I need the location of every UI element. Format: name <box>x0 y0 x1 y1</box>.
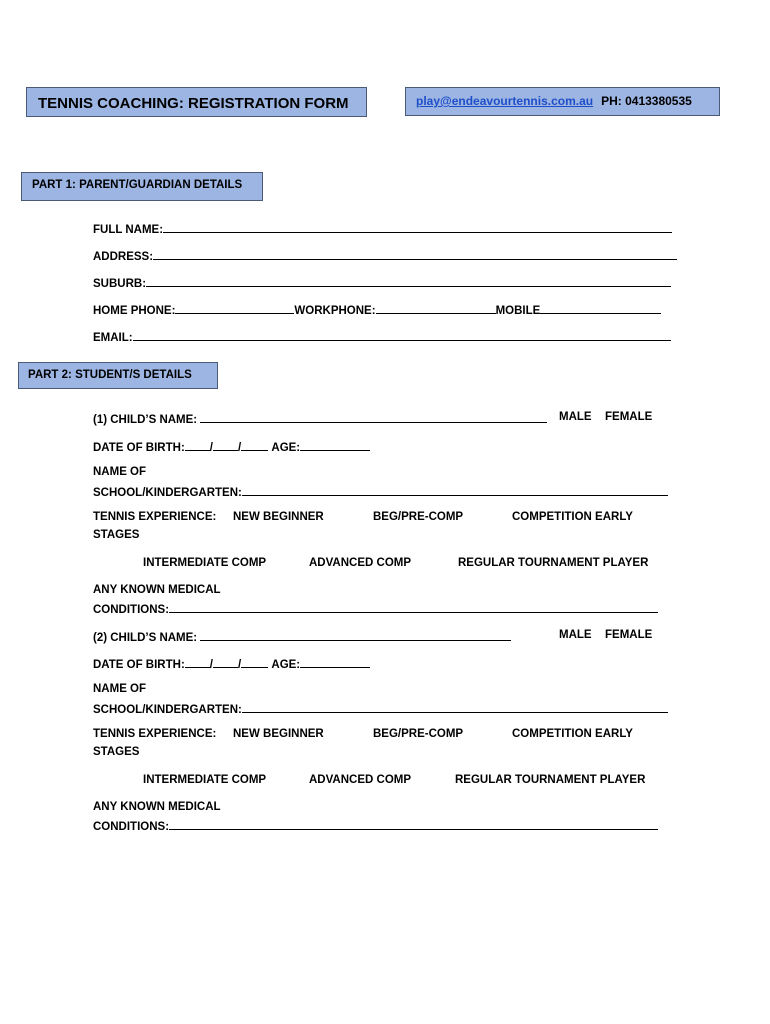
child1-dob-label: DATE OF BIRTH: <box>93 442 185 454</box>
child2-school-row <box>93 701 668 716</box>
child2-new-beginner-option[interactable]: NEW BEGINNER <box>233 728 324 740</box>
child1-name-label: (1) CHILD’S NAME: <box>93 414 198 426</box>
contact-phone: PH: 0413380535 <box>601 94 692 108</box>
child1-medical-row <box>93 601 658 616</box>
child2-medical-row <box>93 818 658 833</box>
child1-beg-pre-comp-option[interactable]: BEG/PRE-COMP <box>373 511 464 523</box>
contact-box <box>405 87 720 116</box>
mobile-label: MOBILE <box>495 305 541 317</box>
part1-heading: PART 1: PARENT/GUARDIAN DETAILS <box>32 179 243 191</box>
suburb-row <box>93 275 671 290</box>
child2-age-label: AGE: <box>271 659 301 671</box>
child1-male-option[interactable]: MALE <box>559 411 592 423</box>
child1-dob-row <box>93 439 370 454</box>
home-phone-label: HOME PHONE: <box>93 305 176 317</box>
child1-medical-field[interactable] <box>169 601 658 613</box>
child1-school-label-line1: NAME OF <box>93 466 147 478</box>
email-row <box>93 329 671 344</box>
suburb-field[interactable] <box>146 275 671 287</box>
work-phone-label: WORKPHONE: <box>294 305 376 317</box>
child1-stages-text: STAGES <box>93 529 140 541</box>
child1-name-row <box>93 411 547 426</box>
child2-school-label-line1: NAME OF <box>93 683 147 695</box>
child1-medical-label: CONDITIONS: <box>93 604 170 616</box>
phone-row <box>93 302 661 317</box>
child2-dob-day-field[interactable] <box>185 656 210 668</box>
child2-dob-slash-2: / <box>237 659 242 671</box>
child2-intermediate-comp-option[interactable]: INTERMEDIATE COMP <box>143 774 267 786</box>
address-row <box>93 248 677 263</box>
child2-male-option[interactable]: MALE <box>559 629 592 641</box>
child1-competition-early-option[interactable]: COMPETITION EARLY <box>512 511 633 523</box>
suburb-label: SUBURB: <box>93 278 147 290</box>
child2-school-field[interactable] <box>242 701 668 713</box>
child1-dob-month-field[interactable] <box>213 439 238 451</box>
child1-regular-tournament-option[interactable]: REGULAR TOURNAMENT PLAYER <box>458 557 649 569</box>
child2-advanced-comp-option[interactable]: ADVANCED COMP <box>309 774 412 786</box>
child1-school-field[interactable] <box>242 484 668 496</box>
child2-dob-label: DATE OF BIRTH: <box>93 659 185 671</box>
full-name-row <box>93 221 672 236</box>
child2-name-row <box>93 629 511 644</box>
email-field[interactable] <box>133 329 671 341</box>
full-name-label: FULL NAME: <box>93 224 164 236</box>
child2-competition-early-option[interactable]: COMPETITION EARLY <box>512 728 633 740</box>
child2-female-option[interactable]: FEMALE <box>605 629 653 641</box>
child1-dob-day-field[interactable] <box>185 439 210 451</box>
child1-age-label: AGE: <box>271 442 301 454</box>
child1-dob-slash-1: / <box>209 442 213 454</box>
child1-school-label: SCHOOL/KINDERGARTEN: <box>93 487 242 499</box>
form-title: TENNIS COACHING: REGISTRATION FORM <box>38 95 349 112</box>
child2-name-label: (2) CHILD’S NAME: <box>93 632 198 644</box>
child2-stages-text: STAGES <box>93 746 140 758</box>
child1-advanced-comp-option[interactable]: ADVANCED COMP <box>309 557 412 569</box>
form-title-box <box>26 87 367 117</box>
child1-school-row <box>93 484 668 499</box>
contact-email-link[interactable]: play@endeavourtennis.com.au <box>416 94 594 108</box>
child1-intermediate-comp-option[interactable]: INTERMEDIATE COMP <box>143 557 267 569</box>
child1-dob-year-field[interactable] <box>241 439 268 451</box>
child1-age-field[interactable] <box>300 439 370 451</box>
work-phone-field[interactable] <box>376 302 496 314</box>
child2-dob-row <box>93 656 370 671</box>
mobile-field[interactable] <box>540 302 661 314</box>
part2-heading-box <box>18 362 218 389</box>
address-field[interactable] <box>153 248 677 260</box>
child2-name-field[interactable] <box>200 629 511 641</box>
part1-heading-box <box>21 172 263 201</box>
child1-dob-slash-2: / <box>237 442 242 454</box>
child2-regular-tournament-option[interactable]: REGULAR TOURNAMENT PLAYER <box>455 774 646 786</box>
child2-dob-year-field[interactable] <box>241 656 268 668</box>
child1-medical-label-line1: ANY KNOWN MEDICAL <box>93 584 221 596</box>
child2-medical-field[interactable] <box>169 818 658 830</box>
full-name-field[interactable] <box>163 221 672 233</box>
address-label: ADDRESS: <box>93 251 154 263</box>
child2-medical-label-line1: ANY KNOWN MEDICAL <box>93 801 221 813</box>
child2-age-field[interactable] <box>300 656 370 668</box>
child2-beg-pre-comp-option[interactable]: BEG/PRE-COMP <box>373 728 464 740</box>
home-phone-field[interactable] <box>175 302 294 314</box>
child2-experience-label: TENNIS EXPERIENCE: <box>93 728 217 740</box>
child1-new-beginner-option[interactable]: NEW BEGINNER <box>233 511 324 523</box>
child2-medical-label: CONDITIONS: <box>93 821 170 833</box>
child1-experience-label: TENNIS EXPERIENCE: <box>93 511 217 523</box>
child1-name-field[interactable] <box>200 411 547 423</box>
part2-heading: PART 2: STUDENT/S DETAILS <box>28 369 192 381</box>
child2-dob-slash-1: / <box>209 659 213 671</box>
child2-school-label: SCHOOL/KINDERGARTEN: <box>93 704 242 716</box>
email-label: EMAIL: <box>93 332 133 344</box>
child1-female-option[interactable]: FEMALE <box>605 411 653 423</box>
child2-dob-month-field[interactable] <box>213 656 238 668</box>
